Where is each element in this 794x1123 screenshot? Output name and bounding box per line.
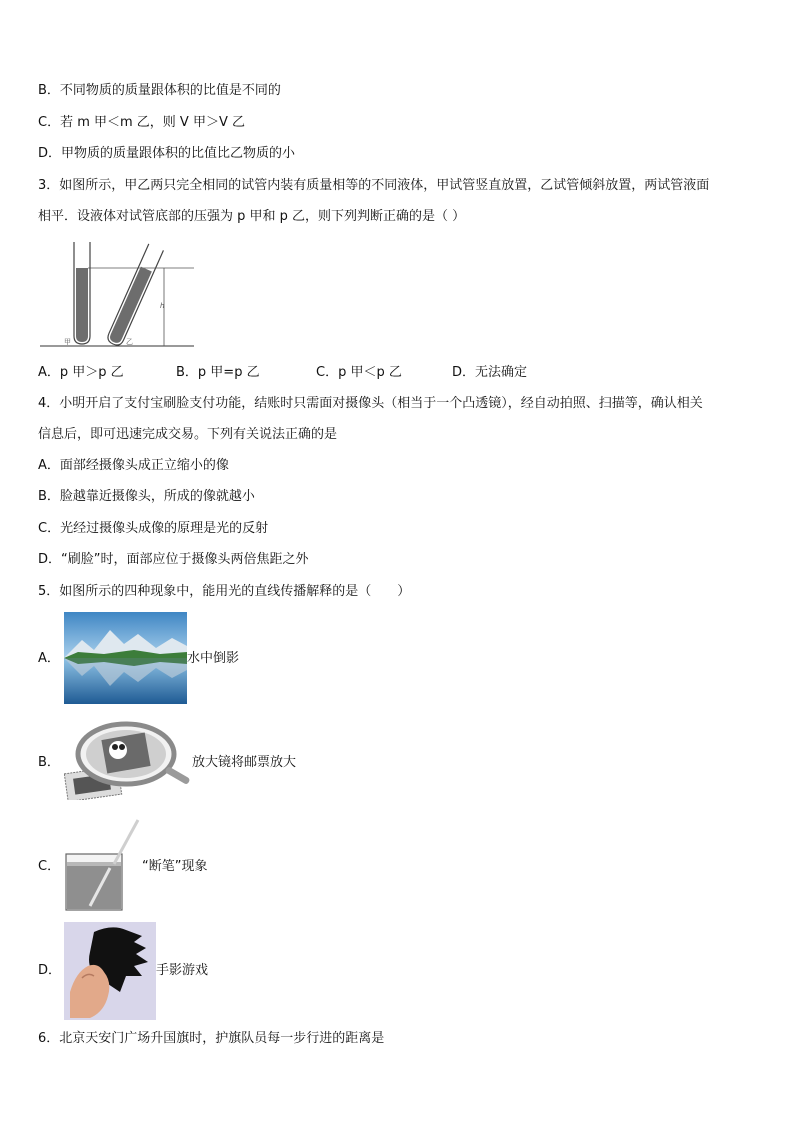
- q2-option-b: B．不同物质的质量跟体积的比值是不同的: [38, 83, 281, 98]
- q6-text: 6．北京天安门广场升国旗时，护旗队员每一步行进的距离是: [38, 1031, 385, 1046]
- q3-option-b: B．p 甲=p 乙: [176, 365, 260, 380]
- q5-option-d-caption: 手影游戏: [156, 963, 209, 978]
- q3-options: [38, 364, 758, 382]
- q5-option-b-label: B．: [38, 755, 60, 770]
- magnifier-stamp-image: [64, 716, 196, 800]
- q2-option-d: D．甲物质的质量跟体积的比值比乙物质的小: [38, 146, 296, 161]
- q5-option-c: [38, 818, 438, 912]
- q5-option-c-caption: “断笔”现象: [142, 859, 208, 874]
- tube-jia-liquid: [76, 268, 88, 342]
- q5-option-d-label: D．: [38, 963, 62, 978]
- q5-option-a: [38, 612, 438, 706]
- q5-option-c-label: C．: [38, 859, 61, 874]
- q3-option-a: A．p 甲＞p 乙: [38, 365, 124, 380]
- q5-option-b-caption: 放大镜将邮票放大: [192, 755, 297, 770]
- q5-option-a-label: A．: [38, 651, 60, 666]
- q4-option-d: D．“刷脸”时，面部应位于摄像头两倍焦距之外: [38, 552, 309, 567]
- hand-shadow-image: [64, 922, 156, 1020]
- q4-option-c: C．光经过摄像头成像的原理是光的反射: [38, 521, 269, 536]
- q5-option-b: [38, 716, 438, 800]
- q3-test-tube-figure: [38, 240, 198, 352]
- label-jia: 甲: [64, 338, 71, 346]
- q5-text: 5．如图所示的四种现象中，能用光的直线传播解释的是（ ）: [38, 584, 411, 599]
- q3-option-c: C．p 甲＜p 乙: [316, 365, 402, 380]
- q4-option-b: B．脸越靠近摄像头，所成的像就越小: [38, 489, 255, 504]
- tube-yi-liquid: [108, 267, 152, 345]
- q4-option-a: A．面部经摄像头成正立缩小的像: [38, 458, 229, 473]
- q5-option-a-caption: 水中倒影: [187, 651, 240, 666]
- label-yi: 乙: [126, 338, 133, 346]
- q2-option-c: C．若 m 甲＜m 乙，则 V 甲＞V 乙: [38, 115, 245, 130]
- q3-text-line2: 相平．设液体对试管底部的压强为 p 甲和 p 乙，则下列判断正确的是（ ）: [38, 209, 466, 224]
- beaker-pencil-image: [64, 818, 144, 912]
- q5-option-d: [38, 922, 438, 1020]
- lake-reflection-image: [64, 612, 187, 704]
- q3-option-d: D．无法确定: [452, 365, 528, 380]
- q3-text-line1: 3．如图所示，甲乙两只完全相同的试管内装有质量相等的不同液体，甲试管竖直放置，乙试管倾斜放置，两试管液面: [38, 178, 710, 193]
- q4-text-line2: 信息后，即可迅速完成交易。下列有关说法正确的是: [38, 427, 338, 442]
- label-h: h: [160, 302, 165, 310]
- test-tube-diagram: [38, 240, 198, 352]
- q4-text-line1: 4．小明开启了支付宝刷脸支付功能，结账时只需面对摄像头（相当于一个凸透镜），经自动拍照、扫描等，确认相关: [38, 396, 703, 411]
